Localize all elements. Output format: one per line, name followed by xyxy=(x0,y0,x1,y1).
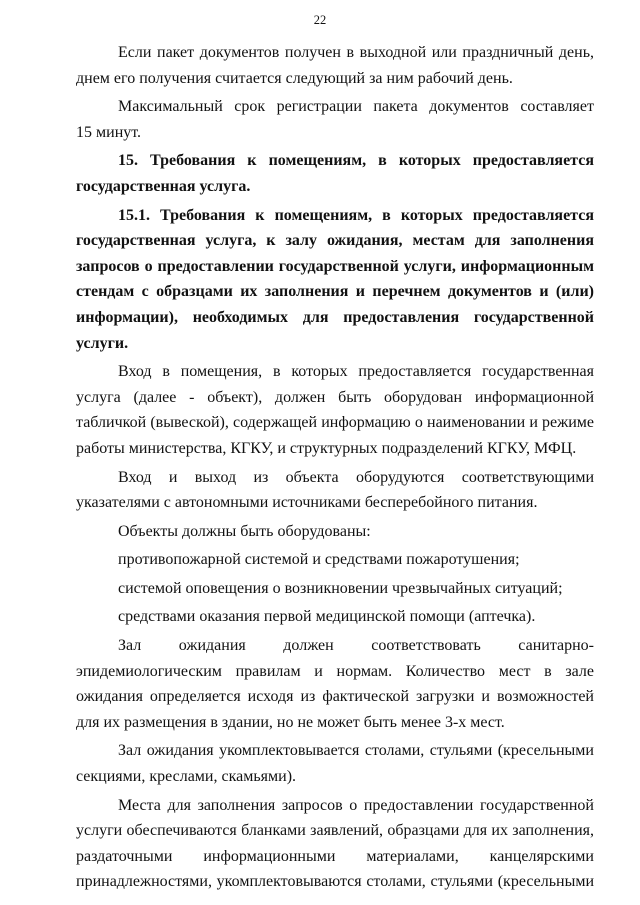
section-heading-15: 15. Требования к помещениям, в которых предоставляется государственная услуга. xyxy=(76,152,594,195)
list-item-emergency-alert: системой оповещения о возникновении чрезвычайных ситуаций; xyxy=(118,579,563,597)
document-body xyxy=(76,40,594,895)
list-item-first-aid: средствами оказания первой медицинской помощи (аптечка). xyxy=(118,608,536,626)
paragraph-entrance-sign: Вход в помещения, в которых предоставляется государственная услуга (далее - объект), должен быть оборудован информационной табличкой (вывеской), содержащей информацию о наименовании и режиме работы министерства, КГКУ, и структурных подразделений КГКУ, МФЦ. xyxy=(76,363,594,457)
paragraph-waiting-room: Зал ожидания должен соответствовать санитарно-эпидемиологическим правилам и нормам. Количество мест в зале ожидания определяется исходя из фактической загрузки и возможностей для их размещения в здании, но не может быть менее 3-х мест. xyxy=(76,637,594,731)
paragraph-registration-minutes: 15 минут. xyxy=(76,123,142,141)
section-heading-15-1: 15.1. Требования к помещениям, в которых предоставляется государственная услуга, к залу ожидания, местам для заполнения запросов о предоставлении государственной услуги, информационным стендам с образцами их заполнения и перечнем документов и (или) информации), необходимых для предоставления государственной услуги. xyxy=(76,206,594,352)
paragraph-waiting-room-furniture: Зал ожидания укомплектовывается столами, стульями (кресельными секциями, креслами, скамьями). xyxy=(76,742,594,786)
list-item-fire-safety: противопожарной системой и средствами пожаротушения; xyxy=(118,551,520,569)
paragraph-entrance-exit: Вход и выход из объекта оборудуются соответствующими указателями с автономными источниками бесперебойного питания. xyxy=(76,468,594,512)
paragraph-registration-time: Максимальный срок регистрации пакета документов составляет xyxy=(118,98,594,116)
paragraph-request-places: Места для заполнения запросов о предоставлении государственной услуги обеспечиваются бланками заявлений, образцами для их заполнения, раздаточными информационными материалами, канцелярскими принадлежностями, укомплектовываются столами, стульями (кресельными xyxy=(76,796,594,891)
paragraph-weekend-receipt: Если пакет документов получен в выходной или праздничный день, днем его получения считается следующий за ним рабочий день. xyxy=(76,44,594,87)
page-number: 22 xyxy=(313,13,327,27)
paragraph-equipment-intro: Объекты должны быть оборудованы: xyxy=(118,522,371,540)
